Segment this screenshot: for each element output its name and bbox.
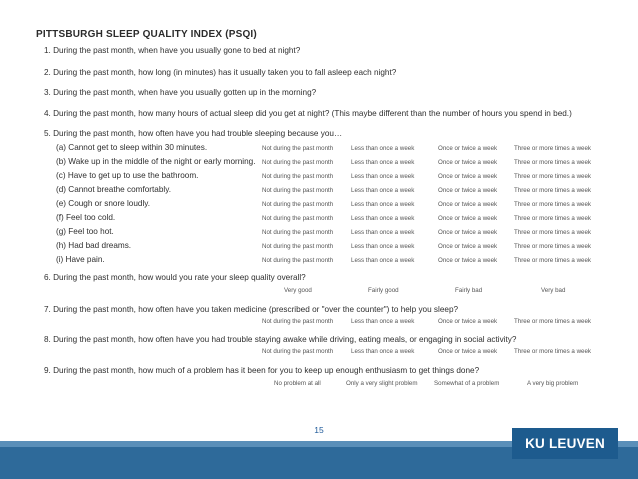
question-6: 6. During the past month, how would you rate your sleep quality overall? (44, 273, 306, 282)
q5b-option-3[interactable]: Once or twice a week (438, 159, 498, 166)
q7-option-1[interactable]: Not during the past month (262, 318, 334, 325)
q9-option-1[interactable]: No problem at all (274, 380, 321, 387)
q5c-option-2[interactable]: Less than once a week (351, 173, 415, 180)
q5f-option-3[interactable]: Once or twice a week (438, 215, 498, 222)
q5h-option-4[interactable]: Three or more times a week (514, 243, 592, 250)
q5e-option-2[interactable]: Less than once a week (351, 201, 415, 208)
q9-option-4[interactable]: A very big problem (527, 380, 579, 387)
q5a-option-3[interactable]: Once or twice a week (438, 145, 498, 152)
question-1: 1. During the past month, when have you usually gone to bed at night? (44, 46, 301, 55)
q5g-option-2[interactable]: Less than once a week (351, 229, 415, 236)
question-7: 7. During the past month, how often have you taken medicine (prescribed or "over the counter") to help you sleep? (44, 305, 459, 314)
q5-item-c: (c) Have to get up to use the bathroom. (56, 171, 199, 180)
q5e-option-4[interactable]: Three or more times a week (514, 201, 592, 208)
q5c-option-1[interactable]: Not during the past month (262, 173, 334, 180)
q8-option-4[interactable]: Three or more times a week (514, 348, 592, 355)
q5d-option-1[interactable]: Not during the past month (262, 187, 334, 194)
q5g-option-3[interactable]: Once or twice a week (438, 229, 498, 236)
q8-option-2[interactable]: Less than once a week (351, 348, 415, 355)
q5d-option-2[interactable]: Less than once a week (351, 187, 415, 194)
q5a-option-4[interactable]: Three or more times a week (514, 145, 592, 152)
q6-option-3[interactable]: Fairly bad (455, 287, 483, 294)
q5d-option-4[interactable]: Three or more times a week (514, 187, 592, 194)
q6-option-4[interactable]: Very bad (541, 287, 566, 294)
question-3: 3. During the past month, when have you usually gotten up in the morning? (44, 88, 317, 97)
q5h-option-2[interactable]: Less than once a week (351, 243, 415, 250)
q5b-option-1[interactable]: Not during the past month (262, 159, 334, 166)
q5f-option-1[interactable]: Not during the past month (262, 215, 334, 222)
q5-item-b: (b) Wake up in the middle of the night or early morning. (56, 157, 256, 166)
q7-option-2[interactable]: Less than once a week (351, 318, 415, 325)
q5e-option-3[interactable]: Once or twice a week (438, 201, 498, 208)
q5h-option-3[interactable]: Once or twice a week (438, 243, 498, 250)
question-8: 8. During the past month, how often have you had trouble staying awake while driving, eating meals, or engaging in social activity? (44, 335, 517, 344)
q5-item-g: (g) Feel too hot. (56, 227, 114, 236)
q8-option-1[interactable]: Not during the past month (262, 348, 334, 355)
q5i-option-2[interactable]: Less than once a week (351, 257, 415, 264)
q5-item-e: (e) Cough or snore loudly. (56, 199, 151, 208)
q5f-option-2[interactable]: Less than once a week (351, 215, 415, 222)
q5c-option-4[interactable]: Three or more times a week (514, 173, 592, 180)
q8-option-3[interactable]: Once or twice a week (438, 348, 498, 355)
q5b-option-2[interactable]: Less than once a week (351, 159, 415, 166)
question-2: 2. During the past month, how long (in minutes) has it usually taken you to fall asleep each night? (44, 68, 397, 77)
q5i-option-1[interactable]: Not during the past month (262, 257, 334, 264)
q5-item-d: (d) Cannot breathe comfortably. (56, 185, 171, 194)
q5i-option-4[interactable]: Three or more times a week (514, 257, 592, 264)
question-5: 5. During the past month, how often have you had trouble sleeping because you… (44, 129, 343, 138)
q9-option-2[interactable]: Only a very slight problem (346, 380, 418, 387)
page-number: 15 (314, 425, 324, 435)
q5i-option-3[interactable]: Once or twice a week (438, 257, 498, 264)
q5-item-a: (a) Cannot get to sleep within 30 minutes. (56, 143, 208, 152)
q5g-option-4[interactable]: Three or more times a week (514, 229, 592, 236)
q5f-option-4[interactable]: Three or more times a week (514, 215, 592, 222)
q6-option-2[interactable]: Fairly good (368, 287, 399, 294)
question-9: 9. During the past month, how much of a problem has it been for you to keep up enough enthusiasm to get things done? (44, 366, 480, 375)
q5b-option-4[interactable]: Three or more times a week (514, 159, 592, 166)
q5-item-i: (i) Have pain. (56, 255, 105, 264)
q5g-option-1[interactable]: Not during the past month (262, 229, 334, 236)
q5a-option-2[interactable]: Less than once a week (351, 145, 415, 152)
ku-leuven-logo: KU LEUVEN (512, 428, 618, 459)
q6-option-1[interactable]: Very good (284, 287, 312, 294)
q5e-option-1[interactable]: Not during the past month (262, 201, 334, 208)
q5c-option-3[interactable]: Once or twice a week (438, 173, 498, 180)
q5h-option-1[interactable]: Not during the past month (262, 243, 334, 250)
q9-option-3[interactable]: Somewhat of a problem (434, 380, 500, 387)
q5-item-h: (h) Had bad dreams. (56, 241, 132, 250)
question-4: 4. During the past month, how many hours of actual sleep did you get at night? (This maybe different than the number of hours you spend in bed.) (44, 109, 572, 118)
q7-option-4[interactable]: Three or more times a week (514, 318, 592, 325)
form-title: PITTSBURGH SLEEP QUALITY INDEX (PSQI) (36, 29, 257, 40)
q5a-option-1[interactable]: Not during the past month (262, 145, 334, 152)
q7-option-3[interactable]: Once or twice a week (438, 318, 498, 325)
q5d-option-3[interactable]: Once or twice a week (438, 187, 498, 194)
q5-item-f: (f) Feel too cold. (56, 213, 116, 222)
